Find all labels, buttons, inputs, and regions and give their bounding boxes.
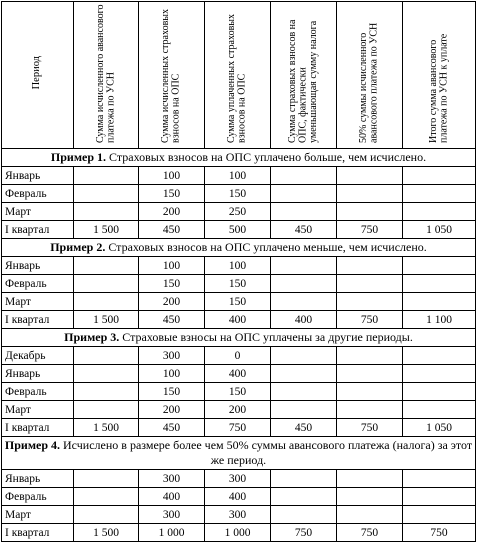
- value-cell: [403, 203, 476, 221]
- value-cell: 100: [205, 167, 271, 185]
- value-cell: 450: [139, 419, 205, 437]
- value-cell: [271, 488, 337, 506]
- value-cell: [271, 185, 337, 203]
- value-cell: 200: [139, 293, 205, 311]
- header-cell: [205, 2, 271, 149]
- table-row: [2, 275, 476, 293]
- value-cell: 150: [205, 293, 271, 311]
- value-cell: [403, 401, 476, 419]
- value-cell: [403, 470, 476, 488]
- value-cell: 150: [139, 275, 205, 293]
- value-cell: 200: [139, 203, 205, 221]
- value-cell: 150: [205, 383, 271, 401]
- value-cell: [271, 365, 337, 383]
- header-label: Сумма уплаченных страховых взносов на ОПС: [226, 13, 248, 143]
- value-cell: [337, 365, 403, 383]
- value-cell: 150: [205, 275, 271, 293]
- section-header-row: [2, 149, 476, 167]
- value-cell: [271, 203, 337, 221]
- value-cell: 450: [271, 419, 337, 437]
- value-cell: [403, 365, 476, 383]
- value-cell: 100: [139, 167, 205, 185]
- section-text: Исчислено в размере более чем 50% суммы авансового платежа (налога) за этот же период.: [60, 438, 473, 467]
- section-label: Пример 1.: [50, 150, 107, 164]
- value-cell: 200: [139, 401, 205, 419]
- value-cell: [403, 257, 476, 275]
- value-cell: [271, 275, 337, 293]
- section-header-row: [2, 437, 476, 470]
- period-cell: Январь: [2, 470, 74, 488]
- value-cell: [271, 257, 337, 275]
- value-cell: [337, 383, 403, 401]
- value-cell: 750: [271, 524, 337, 542]
- value-cell: [271, 293, 337, 311]
- period-cell: Январь: [2, 257, 74, 275]
- value-cell: [337, 506, 403, 524]
- section-title: [2, 239, 476, 257]
- value-cell: [74, 383, 139, 401]
- period-cell: Март: [2, 506, 74, 524]
- value-cell: 450: [139, 311, 205, 329]
- value-cell: [271, 347, 337, 365]
- value-cell: [337, 347, 403, 365]
- section-header-row: [2, 329, 476, 347]
- table-row: [2, 365, 476, 383]
- value-cell: [403, 275, 476, 293]
- value-cell: 100: [139, 257, 205, 275]
- table-row: [2, 506, 476, 524]
- header-cell: [139, 2, 205, 149]
- value-cell: [337, 488, 403, 506]
- period-cell: I квартал: [2, 221, 74, 239]
- value-cell: [74, 167, 139, 185]
- table-row: [2, 257, 476, 275]
- table-row: [2, 203, 476, 221]
- value-cell: 400: [205, 311, 271, 329]
- value-cell: 1 500: [74, 221, 139, 239]
- value-cell: [74, 275, 139, 293]
- value-cell: 100: [205, 257, 271, 275]
- value-cell: 750: [337, 419, 403, 437]
- table-body: [2, 149, 476, 542]
- value-cell: 200: [205, 401, 271, 419]
- value-cell: [74, 185, 139, 203]
- value-cell: [337, 275, 403, 293]
- value-cell: [271, 167, 337, 185]
- value-cell: [337, 167, 403, 185]
- period-cell: Январь: [2, 365, 74, 383]
- table-row: [2, 185, 476, 203]
- value-cell: [403, 185, 476, 203]
- value-cell: 250: [205, 203, 271, 221]
- value-cell: 400: [139, 488, 205, 506]
- table-row: [2, 347, 476, 365]
- value-cell: 150: [139, 185, 205, 203]
- value-cell: 150: [139, 383, 205, 401]
- value-cell: [337, 293, 403, 311]
- value-cell: 1 050: [403, 419, 476, 437]
- table-row: [2, 293, 476, 311]
- value-cell: 750: [337, 311, 403, 329]
- value-cell: [403, 167, 476, 185]
- value-cell: [74, 293, 139, 311]
- value-cell: 300: [205, 506, 271, 524]
- period-cell: Февраль: [2, 383, 74, 401]
- period-cell: I квартал: [2, 311, 74, 329]
- value-cell: [403, 293, 476, 311]
- period-cell: Март: [2, 293, 74, 311]
- table-row: [2, 221, 476, 239]
- period-cell: I квартал: [2, 524, 74, 542]
- value-cell: [74, 488, 139, 506]
- value-cell: [271, 383, 337, 401]
- value-cell: 0: [205, 347, 271, 365]
- header-label: Итого сумма авансового платежа по УСН к уплате: [427, 33, 449, 143]
- section-text: Страховые взносы на ОПС уплачены за другие периоды.: [119, 330, 413, 344]
- section-title: [2, 329, 476, 347]
- table-row: [2, 383, 476, 401]
- value-cell: [403, 383, 476, 401]
- value-cell: 1 500: [74, 419, 139, 437]
- section-text: Страховых взносов на ОПС уплачено меньше, чем исчислено.: [105, 240, 427, 254]
- value-cell: 300: [205, 470, 271, 488]
- value-cell: 400: [205, 488, 271, 506]
- value-cell: [271, 506, 337, 524]
- header-cell: [337, 2, 403, 149]
- value-cell: 750: [337, 221, 403, 239]
- value-cell: 1 500: [74, 524, 139, 542]
- header-cell: [2, 2, 74, 149]
- value-cell: [74, 347, 139, 365]
- value-cell: 150: [205, 185, 271, 203]
- header-label: Сумма исчисленных страховых взносов на ОПС: [160, 8, 182, 143]
- table-row: [2, 470, 476, 488]
- value-cell: [74, 506, 139, 524]
- value-cell: 1 500: [74, 311, 139, 329]
- table-row: [2, 167, 476, 185]
- value-cell: 300: [139, 506, 205, 524]
- value-cell: [271, 401, 337, 419]
- section-header-row: [2, 239, 476, 257]
- value-cell: 300: [139, 470, 205, 488]
- table-row: [2, 311, 476, 329]
- period-cell: Февраль: [2, 488, 74, 506]
- period-cell: Март: [2, 203, 74, 221]
- section-title: [2, 149, 476, 167]
- value-cell: [403, 347, 476, 365]
- value-cell: 500: [205, 221, 271, 239]
- header-cell: [271, 2, 337, 149]
- table-row: [2, 419, 476, 437]
- period-cell: Январь: [2, 167, 74, 185]
- section-text: Страховых взносов на ОПС уплачено больше, чем исчислено.: [106, 150, 427, 164]
- value-cell: 450: [139, 221, 205, 239]
- value-cell: [337, 203, 403, 221]
- period-cell: Февраль: [2, 185, 74, 203]
- value-cell: 300: [139, 347, 205, 365]
- table-row: [2, 401, 476, 419]
- value-cell: [271, 470, 337, 488]
- section-title: [2, 437, 476, 470]
- table-row: [2, 524, 476, 542]
- header-cell: [74, 2, 139, 149]
- value-cell: [74, 401, 139, 419]
- period-cell: Март: [2, 401, 74, 419]
- header-label: Период: [31, 56, 43, 90]
- header-row: [2, 2, 476, 149]
- value-cell: 750: [337, 524, 403, 542]
- period-cell: Февраль: [2, 275, 74, 293]
- period-cell: Декабрь: [2, 347, 74, 365]
- value-cell: 1 000: [205, 524, 271, 542]
- value-cell: [74, 203, 139, 221]
- value-cell: 450: [271, 221, 337, 239]
- header-cell: [403, 2, 476, 149]
- value-cell: [74, 257, 139, 275]
- value-cell: [403, 488, 476, 506]
- value-cell: [403, 506, 476, 524]
- value-cell: [74, 365, 139, 383]
- value-cell: [74, 470, 139, 488]
- value-cell: 400: [271, 311, 337, 329]
- value-cell: [337, 185, 403, 203]
- period-cell: I квартал: [2, 419, 74, 437]
- section-label: Пример 3.: [64, 330, 120, 344]
- section-label: Пример 4.: [4, 438, 61, 452]
- section-label: Пример 2.: [50, 240, 106, 254]
- value-cell: 750: [205, 419, 271, 437]
- value-cell: 400: [205, 365, 271, 383]
- table-row: [2, 488, 476, 506]
- value-cell: 100: [139, 365, 205, 383]
- header-label: 50% суммы исчисленного авансового платежа по УСН: [358, 22, 380, 143]
- value-cell: [337, 257, 403, 275]
- header-label: Сумма исчисленного авансового платежа по УСН: [94, 4, 116, 143]
- usn-payments-table: [1, 1, 476, 542]
- value-cell: 750: [403, 524, 476, 542]
- value-cell: 1 000: [139, 524, 205, 542]
- header-label: Сумма страховых взносов на ОПС, фактически уменьшающая сумму налога: [286, 19, 319, 143]
- value-cell: [337, 470, 403, 488]
- value-cell: 1 050: [403, 221, 476, 239]
- value-cell: 1 100: [403, 311, 476, 329]
- value-cell: [337, 401, 403, 419]
